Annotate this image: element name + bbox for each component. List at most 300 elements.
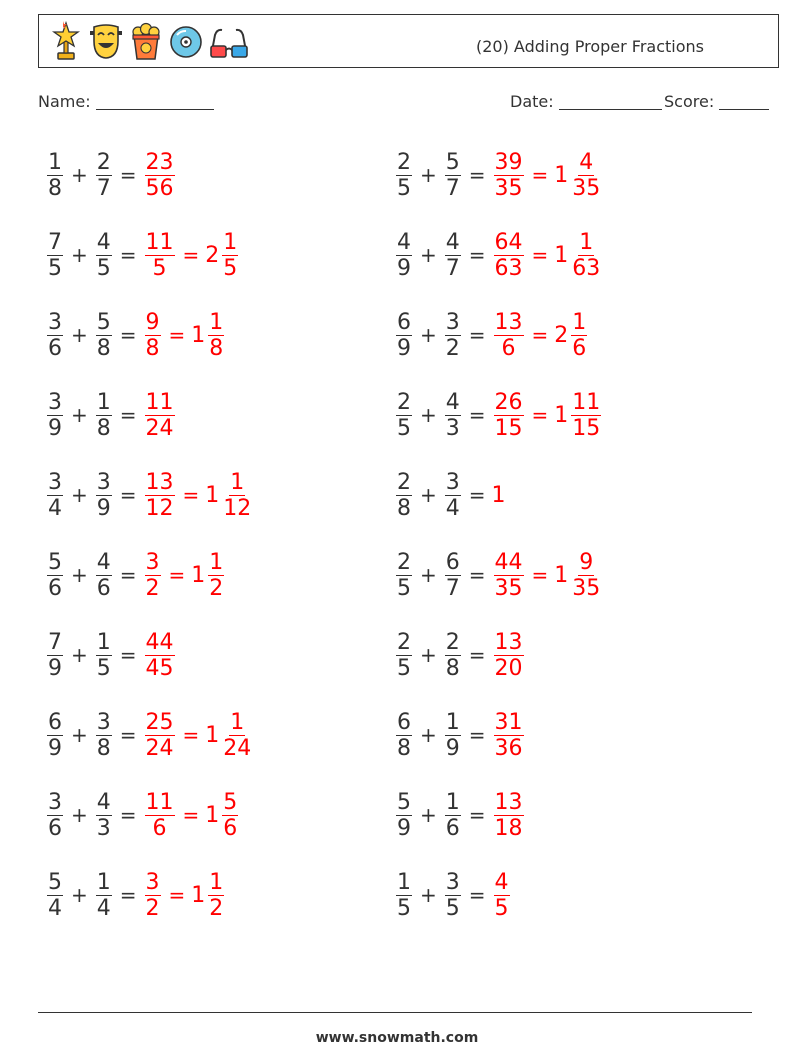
plus-sign: + (71, 723, 88, 747)
answer-fraction (494, 630, 524, 681)
addend-fraction-numerator: 2 (397, 549, 411, 575)
addend-fraction-numerator: 5 (445, 149, 460, 175)
addend-fraction-denominator: 8 (397, 495, 411, 521)
addend-fraction-denominator: 8 (48, 175, 62, 201)
addend-fraction-denominator: 9 (397, 335, 411, 361)
answer-fraction (145, 710, 175, 761)
addend-fraction (47, 150, 63, 201)
problem-row (45, 300, 226, 370)
addend-fraction (47, 390, 63, 441)
problem-row (45, 460, 254, 530)
answer-fraction (494, 870, 510, 921)
problem-row (394, 700, 526, 770)
addend-fraction-numerator: 3 (96, 709, 111, 735)
addend-fraction (47, 230, 63, 281)
equals-sign: = (468, 883, 486, 907)
addend-fraction-denominator: 5 (397, 655, 411, 681)
equals-sign: = (531, 243, 549, 267)
addend-fraction (445, 470, 461, 521)
mixed-whole-part: 1 (191, 562, 206, 588)
addend-fraction (96, 230, 112, 281)
plus-sign: + (420, 323, 437, 347)
addend-fraction-numerator: 3 (48, 789, 62, 815)
problem-row (394, 540, 603, 610)
plus-sign: + (420, 163, 437, 187)
mixed-fraction-part-denominator: 63 (572, 255, 601, 281)
plus-sign: + (420, 643, 437, 667)
addend-fraction-numerator: 5 (48, 549, 62, 575)
footer-url: www.snowmath.com (315, 1030, 479, 1046)
mixed-whole-part: 1 (191, 322, 206, 348)
answer-fraction-numerator: 25 (145, 709, 174, 735)
problem-row (394, 380, 603, 450)
problem-row (394, 620, 526, 690)
answer-fraction-numerator: 4 (494, 869, 509, 895)
addend-fraction-numerator: 6 (445, 549, 460, 575)
addend-fraction-denominator: 7 (96, 175, 111, 201)
addend-fraction-denominator: 4 (445, 495, 460, 521)
addend-fraction-numerator: 1 (445, 789, 460, 815)
addend-fraction-numerator: 1 (48, 149, 62, 175)
addend-fraction (445, 550, 461, 601)
equals-sign: = (468, 323, 486, 347)
addend-fraction-denominator: 3 (96, 815, 111, 841)
answer-fraction-denominator: 35 (494, 175, 523, 201)
mixed-fraction-part (571, 390, 601, 441)
addend-fraction (445, 710, 461, 761)
equals-sign: = (168, 563, 186, 587)
addend-fraction (396, 630, 412, 681)
answer-fraction (145, 790, 175, 841)
addend-fraction-numerator: 3 (48, 309, 62, 335)
mixed-fraction-part-numerator: 1 (230, 469, 245, 495)
addend-fraction-denominator: 5 (397, 895, 411, 921)
plus-sign: + (71, 803, 88, 827)
addend-fraction-numerator: 7 (48, 229, 62, 255)
addend-fraction-denominator: 8 (96, 335, 111, 361)
addend-fraction-numerator: 6 (397, 709, 411, 735)
plus-sign: + (71, 563, 88, 587)
addend-fraction-numerator: 4 (445, 389, 460, 415)
equals-sign: = (119, 403, 137, 427)
mixed-fraction-part-denominator: 2 (209, 895, 224, 921)
problem-row (394, 220, 603, 290)
plus-sign: + (71, 403, 88, 427)
addend-fraction-numerator: 5 (96, 309, 111, 335)
addend-fraction-numerator: 4 (445, 229, 460, 255)
mixed-fraction-part (208, 550, 224, 601)
mixed-fraction-part-denominator: 12 (223, 495, 252, 521)
addend-fraction-denominator: 8 (96, 735, 111, 761)
answer-fraction (145, 150, 175, 201)
addend-fraction-denominator: 5 (96, 655, 111, 681)
addend-fraction-numerator: 2 (397, 149, 411, 175)
plus-sign: + (71, 323, 88, 347)
equals-sign: = (468, 643, 486, 667)
equals-sign: = (119, 243, 137, 267)
addend-fraction-numerator: 1 (96, 389, 111, 415)
mixed-whole-part: 1 (554, 402, 569, 428)
equals-sign: = (182, 483, 200, 507)
addend-fraction (96, 390, 112, 441)
addend-fraction (47, 310, 63, 361)
equals-sign: = (119, 643, 137, 667)
answer-fraction (494, 390, 524, 441)
addend-fraction (396, 150, 412, 201)
mixed-fraction-part-denominator: 2 (209, 575, 224, 601)
addend-fraction-numerator: 2 (397, 629, 411, 655)
addend-fraction-denominator: 5 (397, 175, 411, 201)
answer-fraction (145, 550, 161, 601)
addend-fraction (96, 630, 112, 681)
answer-fraction-numerator: 11 (145, 229, 174, 255)
addend-fraction-denominator: 5 (96, 255, 111, 281)
answer-fraction-denominator: 8 (145, 335, 160, 361)
problem-row (394, 460, 506, 530)
equals-sign: = (168, 883, 186, 907)
addend-fraction-denominator: 9 (96, 495, 111, 521)
answer-fraction-numerator: 13 (494, 789, 523, 815)
addend-fraction (96, 470, 112, 521)
addend-fraction-numerator: 3 (445, 869, 460, 895)
addend-fraction-denominator: 6 (48, 815, 62, 841)
problem-row (45, 780, 240, 850)
addend-fraction (47, 630, 63, 681)
answer-fraction (145, 870, 161, 921)
addend-fraction-denominator: 6 (445, 815, 460, 841)
addend-fraction (396, 470, 412, 521)
addend-fraction-numerator: 3 (96, 469, 111, 495)
addend-fraction (445, 230, 461, 281)
addend-fraction-denominator: 6 (48, 575, 62, 601)
addend-fraction (396, 390, 412, 441)
addend-fraction-numerator: 5 (48, 869, 62, 895)
mixed-whole-part: 1 (205, 482, 220, 508)
answer-fraction-denominator: 63 (494, 255, 523, 281)
plus-sign: + (420, 403, 437, 427)
name-label: Name: (38, 92, 91, 111)
answer-fraction-denominator: 2 (145, 575, 160, 601)
answer-fraction-denominator: 24 (145, 735, 174, 761)
addend-fraction-numerator: 2 (96, 149, 111, 175)
addend-fraction-denominator: 7 (445, 255, 460, 281)
mixed-fraction-part (571, 150, 601, 201)
addend-fraction (96, 870, 112, 921)
header-icons (49, 21, 249, 61)
plus-sign: + (420, 803, 437, 827)
answer-fraction-numerator: 44 (145, 629, 174, 655)
answer-fraction-numerator: 13 (145, 469, 174, 495)
mixed-fraction-part-denominator: 8 (209, 335, 224, 361)
3d-glasses-icon (209, 21, 249, 61)
mixed-fraction-part (571, 310, 587, 361)
addend-fraction (47, 870, 63, 921)
equals-sign: = (119, 803, 137, 827)
mixed-fraction-part-numerator: 1 (579, 229, 594, 255)
addend-fraction-numerator: 4 (96, 549, 111, 575)
addend-fraction (96, 150, 112, 201)
addend-fraction-numerator: 2 (397, 469, 411, 495)
answer-fraction-numerator: 31 (494, 709, 523, 735)
addend-fraction-denominator: 4 (48, 895, 62, 921)
mixed-fraction-part-denominator: 6 (223, 815, 238, 841)
addend-fraction-denominator: 8 (445, 655, 460, 681)
addend-fraction (396, 790, 412, 841)
answer-fraction-denominator: 35 (494, 575, 523, 601)
addend-fraction-denominator: 8 (96, 415, 111, 441)
addend-fraction (445, 630, 461, 681)
problem-row (45, 620, 177, 690)
addend-fraction-denominator: 8 (397, 735, 411, 761)
addend-fraction-numerator: 1 (96, 869, 111, 895)
mixed-fraction-part-denominator: 15 (572, 415, 601, 441)
name-blank[interactable] (96, 94, 214, 110)
answer-fraction (494, 790, 524, 841)
addend-fraction (396, 230, 412, 281)
mixed-fraction-part-numerator: 1 (223, 229, 238, 255)
addend-fraction-denominator: 9 (48, 655, 62, 681)
answer-fraction (145, 390, 175, 441)
addend-fraction-numerator: 3 (445, 309, 460, 335)
equals-sign: = (531, 563, 549, 587)
plus-sign: + (420, 563, 437, 587)
score-field[interactable] (664, 92, 769, 111)
addend-fraction-denominator: 7 (445, 175, 460, 201)
equals-sign: = (182, 803, 200, 827)
answer-fraction (494, 710, 524, 761)
date-blank[interactable] (559, 94, 662, 110)
addend-fraction-denominator: 2 (445, 335, 460, 361)
addend-fraction-numerator: 3 (445, 469, 460, 495)
mixed-fraction-part-denominator: 35 (572, 575, 601, 601)
mixed-fraction-part-numerator: 1 (572, 309, 587, 335)
equals-sign: = (119, 323, 137, 347)
addend-fraction-numerator: 3 (48, 469, 62, 495)
mixed-fraction-part (571, 550, 601, 601)
problem-row (45, 540, 226, 610)
answer-fraction-denominator: 20 (494, 655, 523, 681)
addend-fraction (47, 470, 63, 521)
answer-fraction-denominator: 12 (145, 495, 174, 521)
mixed-whole-part: 1 (205, 802, 220, 828)
addend-fraction-denominator: 6 (96, 575, 111, 601)
plus-sign: + (420, 483, 437, 507)
addend-fraction (96, 550, 112, 601)
answer-fraction-numerator: 13 (494, 309, 523, 335)
equals-sign: = (468, 403, 486, 427)
mixed-fraction-part (222, 230, 238, 281)
worksheet-title: (20) Adding Proper Fractions (476, 37, 704, 56)
addend-fraction-numerator: 1 (397, 869, 411, 895)
mixed-fraction-part-numerator: 11 (572, 389, 601, 415)
addend-fraction-denominator: 9 (397, 815, 411, 841)
plus-sign: + (71, 643, 88, 667)
addend-fraction-denominator: 4 (48, 495, 62, 521)
mixed-fraction-part-numerator: 4 (579, 149, 594, 175)
addend-fraction-numerator: 5 (397, 789, 411, 815)
answer-fraction-denominator: 2 (145, 895, 160, 921)
addend-fraction (47, 550, 63, 601)
answer-fraction-numerator: 3 (145, 549, 160, 575)
answer-fraction (145, 630, 175, 681)
worksheet-header (38, 14, 779, 68)
mixed-fraction-part-numerator: 1 (209, 309, 224, 335)
addend-fraction (445, 790, 461, 841)
mixed-fraction-part (222, 790, 238, 841)
mixed-fraction-part (208, 870, 224, 921)
problem-row (394, 140, 603, 210)
answer-fraction (494, 310, 524, 361)
answer-fraction-numerator: 9 (145, 309, 160, 335)
answer-fraction (494, 150, 524, 201)
score-label: Score: (664, 92, 715, 111)
mixed-fraction-part (222, 710, 252, 761)
addend-fraction (96, 710, 112, 761)
date-label: Date: (510, 92, 554, 111)
addend-fraction-denominator: 5 (48, 255, 62, 281)
equals-sign: = (168, 323, 186, 347)
equals-sign: = (531, 403, 549, 427)
answer-fraction-numerator: 26 (494, 389, 523, 415)
addend-fraction-denominator: 6 (48, 335, 62, 361)
addend-fraction-numerator: 2 (445, 629, 460, 655)
equals-sign: = (531, 163, 549, 187)
problem-row (45, 700, 254, 770)
equals-sign: = (468, 723, 486, 747)
answer-fraction-numerator: 11 (145, 789, 174, 815)
mixed-fraction-part-numerator: 1 (209, 549, 224, 575)
addend-fraction-numerator: 4 (96, 789, 111, 815)
addend-fraction (445, 870, 461, 921)
mixed-fraction-part (571, 230, 601, 281)
equals-sign: = (468, 563, 486, 587)
addend-fraction-denominator: 7 (445, 575, 460, 601)
plus-sign: + (71, 243, 88, 267)
trophy-icon (49, 21, 83, 61)
answer-fraction-numerator: 11 (145, 389, 174, 415)
mixed-fraction-part (208, 310, 224, 361)
problem-row (45, 220, 240, 290)
answer-fraction (145, 310, 161, 361)
mixed-whole-part: 1 (205, 722, 220, 748)
addend-fraction-numerator: 6 (48, 709, 62, 735)
problem-row (45, 860, 226, 930)
answer-fraction-denominator: 15 (494, 415, 523, 441)
cd-disc-icon (169, 21, 203, 61)
addend-fraction-numerator: 7 (48, 629, 62, 655)
answer-fraction (145, 230, 175, 281)
answer-fraction-numerator: 13 (494, 629, 523, 655)
addend-fraction-numerator: 1 (96, 629, 111, 655)
equals-sign: = (119, 563, 137, 587)
equals-sign: = (468, 483, 486, 507)
answer-fraction (145, 470, 175, 521)
answer-fraction (494, 550, 524, 601)
mixed-whole-part: 2 (554, 322, 569, 348)
addend-fraction (47, 790, 63, 841)
equals-sign: = (531, 323, 549, 347)
addend-fraction-denominator: 5 (397, 575, 411, 601)
answer-fraction-denominator: 45 (145, 655, 174, 681)
addend-fraction-numerator: 1 (445, 709, 460, 735)
answer-fraction-numerator: 44 (494, 549, 523, 575)
plus-sign: + (420, 883, 437, 907)
name-field[interactable] (38, 92, 214, 111)
plus-sign: + (420, 723, 437, 747)
addend-fraction-denominator: 9 (48, 415, 62, 441)
mixed-whole-part: 1 (191, 882, 206, 908)
score-blank[interactable] (719, 94, 769, 110)
addend-fraction (396, 870, 412, 921)
equals-sign: = (182, 723, 200, 747)
answer-fraction-numerator: 23 (145, 149, 174, 175)
problem-row (45, 140, 177, 210)
answer-fraction-denominator: 6 (501, 335, 516, 361)
equals-sign: = (468, 163, 486, 187)
mixed-fraction-part-denominator: 6 (572, 335, 587, 361)
answer-fraction-denominator: 5 (494, 895, 509, 921)
addend-fraction-numerator: 6 (397, 309, 411, 335)
addend-fraction-denominator: 5 (397, 415, 411, 441)
equals-sign: = (468, 243, 486, 267)
addend-fraction-numerator: 3 (48, 389, 62, 415)
plus-sign: + (71, 883, 88, 907)
equals-sign: = (119, 723, 137, 747)
equals-sign: = (119, 483, 137, 507)
addend-fraction (47, 710, 63, 761)
equals-sign: = (119, 883, 137, 907)
mixed-whole-part: 2 (205, 242, 220, 268)
answer-fraction-numerator: 64 (494, 229, 523, 255)
answer-fraction-numerator: 39 (494, 149, 523, 175)
mixed-fraction-part-numerator: 1 (230, 709, 245, 735)
answer-whole: 1 (491, 482, 506, 508)
mixed-whole-part: 1 (554, 242, 569, 268)
problem-row (45, 380, 177, 450)
date-field[interactable] (510, 92, 662, 111)
addend-fraction (445, 390, 461, 441)
problem-row (394, 780, 526, 850)
addend-fraction (396, 710, 412, 761)
addend-fraction-denominator: 9 (445, 735, 460, 761)
theater-mask-icon (89, 21, 123, 61)
addend-fraction-denominator: 4 (96, 895, 111, 921)
addend-fraction (396, 310, 412, 361)
problem-row (394, 860, 512, 930)
mixed-fraction-part-numerator: 9 (579, 549, 594, 575)
addend-fraction-denominator: 5 (445, 895, 460, 921)
addend-fraction-denominator: 3 (445, 415, 460, 441)
equals-sign: = (119, 163, 137, 187)
answer-fraction-denominator: 56 (145, 175, 174, 201)
answer-fraction-denominator: 36 (494, 735, 523, 761)
addend-fraction (96, 310, 112, 361)
addend-fraction-denominator: 9 (48, 735, 62, 761)
addend-fraction-denominator: 9 (397, 255, 411, 281)
plus-sign: + (420, 243, 437, 267)
footer-divider (38, 1012, 752, 1013)
mixed-fraction-part-denominator: 24 (223, 735, 252, 761)
answer-fraction (494, 230, 524, 281)
plus-sign: + (71, 483, 88, 507)
mixed-fraction-part-numerator: 1 (209, 869, 224, 895)
answer-fraction-denominator: 6 (152, 815, 167, 841)
mixed-fraction-part-denominator: 5 (223, 255, 238, 281)
popcorn-icon (129, 21, 163, 61)
addend-fraction-numerator: 2 (397, 389, 411, 415)
mixed-whole-part: 1 (554, 162, 569, 188)
mixed-fraction-part-numerator: 5 (223, 789, 238, 815)
